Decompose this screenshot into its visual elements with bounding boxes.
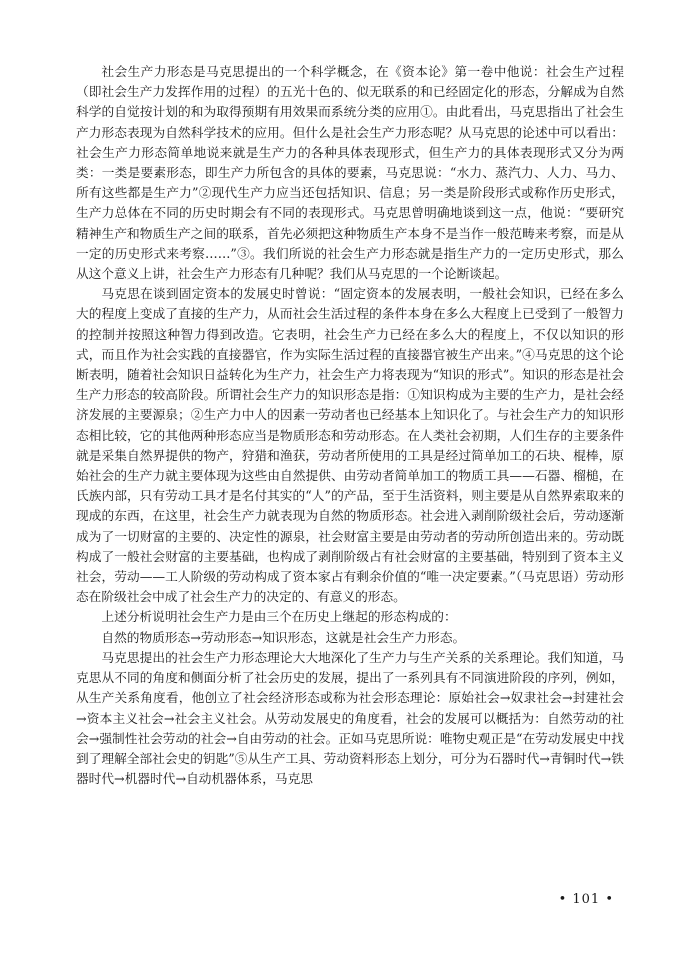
paragraph-4: 自然的物质形态→劳动形态→知识形态，这就是社会生产力形态。 [101,629,466,645]
paragraph-1: 社会生产力形态是马克思提出的一个科学概念，在《资本论》第一卷中他说：社会生产过程（即社会生产力发挥作用的过程）的五光十色的、似无联系的和已经固定化的形态，分解成为自然科学的自觉按计划的和为取得预期有用效果而系统分类的应用①。由此看出，马克思指出了社会生产力形态表现为自然科学技术的应用。但什么是社会生产力形态呢？从马克思的论述中可以看出：社会生产力形态简单地说来就是生产力的各种具体表现形式，但生产力的具体表现形式又分为两类：一类是要素形态，即生产力所包含的具体的要素，马克思说：“水力、蒸汽力、人力、马力、所有这些都是生产力”②现代生产力应当还包括知识、信息；另一类是阶段形式或称作历史形式，生产力总体在不同的历史时期会有不同的表现形式。马克思曾明确地谈到这一点，他说：“要研究精神生产和物质生产之间的联系，首先必须把这种物质生产本身不是当作一般范畴来考察，而是从一定的历史形式来考察……”③。我们所说的社会生产力形态就是指生产力的一定历史形式，那么从这个意义上讲，社会生产力形态有几种呢？我们从马克思的一个论断谈起。 [76,64,624,282]
page-number: • 101 • [558,892,614,907]
paragraph-3: 上述分析说明社会生产力是由三个在历史上继起的形态构成的： [101,609,457,625]
body-text [76,62,624,789]
paragraph-2: 马克思在谈到固定资本的发展史时曾说：“固定资本的发展表明，一般社会知识，已经在多么大的程度上变成了直接的生产力，从而社会生活过程的条件本身在多么大程度上已受到了一般智力的控制并按照这种智力得到改造。它表明，社会生产力已经在多么大的程度上，不仅以知识的形式，而且作为社会实践的直接器官，作为实际生活过程的直接器官被生产出来。”④马克思的这个论断表明，随着社会知识日益转化为生产力，社会生产力将表现为“知识的形式”。知识的形态是社会生产力形态的较高阶段。所谓社会生产力的知识形态是指：①知识构成为主要的生产力，是社会经济发展的主要源泉；②生产力中人的因素一劳动者也已经基本上知识化了。与社会生产力的知识形态相比较，它的其他两种形态应当是物质形态和劳动形态。在人类社会初期，人们生存的主要条件就是采集自然界提供的物产，狩猎和渔获，劳动者所使用的工具是经过简单加工的石块、棍棒，原始社会的生产力就主要体现为这些由自然提供、由劳动者简单加工的物质工具——石器、榴槌，在氏族内部，只有劳动工具才是名付其实的“人”的产品，至于生活资料，则主要是从自然界索取来的现成的东西，在这里，社会生产力就表现为自然的物质形态。社会进入剥削阶级社会后，劳动逐渐成为了一切财富的主要的、决定性的源泉，社会财富主要是由劳动者的劳动所创造出来的。劳动既构成了一般社会财富的主要基础，也构成了剥削阶级占有社会财富的主要基础，特别到了资本主义社会，劳动——工人阶级的劳动构成了资本家占有剩余价值的“唯一决定要素。”（马克思语）劳动形态在阶级社会中成了社会生产力的决定的、有意义的形态。 [76,286,624,605]
paragraph-5: 马克思提出的社会生产力形态理论大大地深化了生产力与生产关系的关系理论。我们知道，马克思从不同的角度和侧面分析了社会历史的发展，提出了一系列具有不同演进阶段的序列，例如，从生产关系角度看，他创立了社会经济形态或称为社会形态理论：原始社会→奴隶社会→封建社会→资本主义社会→社会主义社会。从劳动发展史的角度看，社会的发展可以概括为：自然劳动的社会→强制性社会劳动的社会→自由劳动的社会。正如马克思所说：唯物史观正是“在劳动发展史中找到了理解全部社会史的钥匙”⑤从生产工具、劳动资料形态上划分，可分为石器时代→青铜时代→铁器时代→机器时代→自动机器体系，马克思 [76,649,624,787]
